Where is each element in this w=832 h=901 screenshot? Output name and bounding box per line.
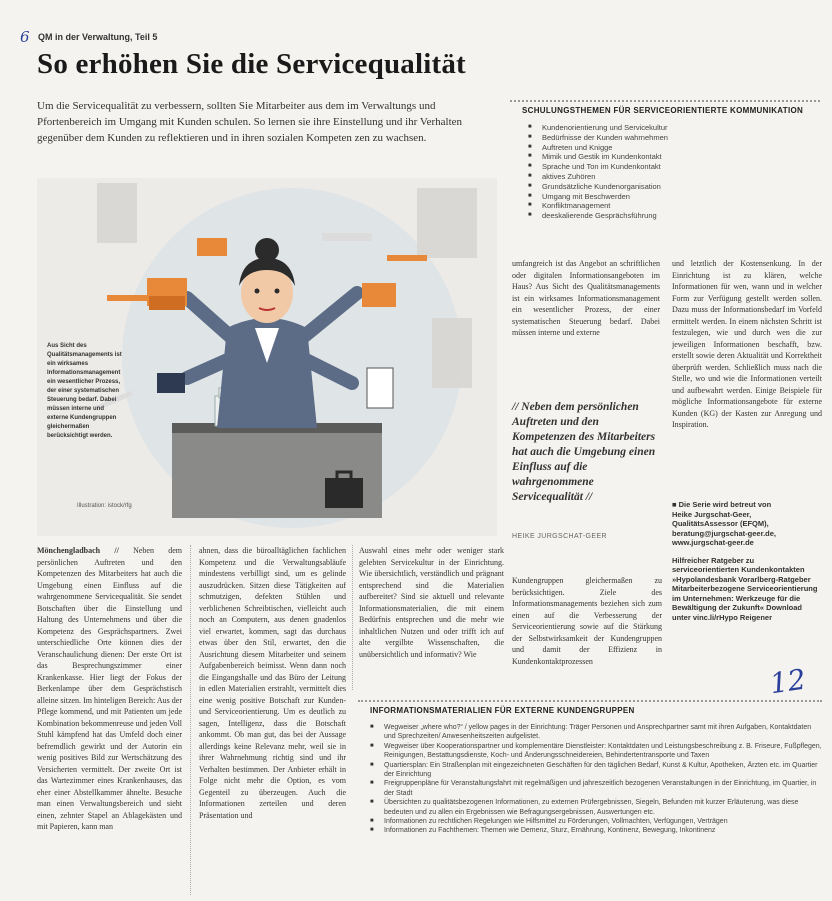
list-item: ■ Bedürfnisse der Kunden wahrnehmen [510, 133, 820, 143]
list-item: ■ deeskalierende Gesprächsführung [510, 211, 820, 221]
handwritten-mark: 6 [20, 28, 30, 46]
hero-caption: Aus Sicht des Qualitätsmanagements ist ein wirksames Informationsmanagement ein wesentlicher Prozess, der einer systematischen Steuerung bedarf. Dabei müssen interne und externe Kundengruppen gleichermaßen berücksichtigt werden. [47, 343, 122, 439]
series-author-web[interactable]: www.jurgschat-geer.de [672, 538, 754, 547]
list-item: ■ Freigruppenpläne für Veranstaltungsfahrt mit regelmäßigen und jahreszeitlich bezogenen Veranstaltungen in der Einrichtung, im Quartier, in der Stadt [358, 779, 822, 798]
series-info-label: Die Serie wird betreut von [678, 500, 772, 509]
series-author-email[interactable]: beratung@jurgschat-geer.de, [672, 528, 777, 538]
article-title: So erhöhen Sie die Servicequalität [37, 48, 466, 80]
series-info [672, 500, 822, 622]
list-item: ■ Auftreten und Knigge [510, 143, 820, 153]
training-box-heading: SCHULUNGSTHEMEN FÜR SERVICEORIENTIERTE KOMMUNIKATION [510, 100, 820, 115]
list-item: ■ Konfliktmanagement [510, 201, 820, 211]
list-item: ■ Mimik und Gestik im Kundenkontakt [510, 152, 820, 162]
training-topics-box [510, 100, 820, 250]
hero-illustration [37, 178, 497, 536]
info-box-heading: INFORMATIONSMATERIALIEN FÜR EXTERNE KUNDENGRUPPEN [358, 700, 822, 715]
list-item: ■ Grundsätzliche Kundenorganisation [510, 182, 820, 192]
article-lead: Um die Servicequalität zu verbessern, sollten Sie Mitarbeiter aus dem im Verwaltungs und Pfortenbereich im Umgang mit Kunden schulen. So lernen sie ihre Einstellung und ihr Verhalten gegenüber dem Kunden zu reflektieren und in ihren sozialen Kompeten zen zu wachsen. [37, 100, 463, 144]
square-bullet-icon: ■ [672, 500, 679, 509]
pull-quote: // Neben dem persönlichen Auftreten und den Kompetenzen des Mitarbeiters hat auch die Umgebung einen Einfluss auf die wahrgenommene Servicequalität // [512, 401, 656, 503]
training-topics-list [510, 123, 820, 221]
dateline: Mönchengladbach // [37, 546, 119, 555]
list-item: ■ Informationen zu rechtlichen Regelungen wie Hilfsmittel zu Förderungen, Vollmachten, Verfügungen, Verträgen [358, 817, 822, 826]
series-kicker: QM in der Verwaltung, Teil 5 [38, 32, 158, 42]
column-1-text: Neben dem persönlichen Auftreten und den Kompetenzen des Mitarbeiters hat auch die Umgebung einen Einfluss auf die wahrgenommene Servicequalität. Sie sendet Botschaften über die Einstellung und Haltung des Unternehmens und über die Kompetenz des Gesprächspartners. Zwei unterschiedliche Orte können dies der Veranschaulichung dienen: Der erste Ort ist das Besprechungszimmer einer Krankenkasse. Hier liegt der Fokus der Berkenlampe über dem Gesprächstisch alleine sitzen. Im hinteligen Bereich: Aus der Pflege kommend, und mit Patienten um jede Kombination bekommenreuse und jeden Voll Stuhl kämpfend hat das Umfeld doch einer befremdlich gewirkt und der Autorin ein wenig positives Bild zur Wertschätzung des Versicherten vermittelt. Der zweite Ort ist das Wartezimmer eines Krankenhauses, das eher einer Abstellkammer ähnelte. Besuche man einen Verwaltungsbereich und sieht einen, zehnter Stapel an Ablagekästen und mit Papieren, kann man [37, 546, 182, 831]
quote-author: HEIKE JURGSCHAT-GEER [512, 533, 607, 540]
series-tip: Hilfreicher Ratgeber zu serviceorientierten Kundenkontakten »Hypolandesbank Vorarlberg-Ratgeber Mitarbeiterbezogene Serviceorientierung im Unternehmen: Werkzeuge für die Bewältigung der Zukunft« Download unter vinc.li/rHypo Reigener [672, 555, 818, 622]
article-column-4-bottom: Kundengruppen gleichermaßen zu berücksichtigen. Ziele des Informationsmanagements beziehen sich zum einen auf die Verbesserung der Serviceorientierung sowie auf die Stärkung der Selbstwirksamkeit der Kundengruppen und damit der Effizienz in Kundenkontaktprozessen [512, 576, 662, 666]
list-item: ■ Quartiersplan: Ein Straßenplan mit eingezeichneten Geschäften für den täglichen Bedarf, Kunst & Kultur, Apotheken, Ärzten etc. im Quartier der Einrichtung [358, 761, 822, 780]
list-item: ■ Wegweiser „where who?“ / yellow pages in der Einrichtung: Träger Personen und Ansprechpartner samt mit ihren Aufgaben, Kontaktdaten und Sprechzeiten/ Anwesenheitszeiten aufgelistet. [358, 723, 822, 742]
article-column-5: und letztlich der Kostensenkung. In der Einrichtung ist zu klären, welche Informationen für wen, wann und in welcher Form zur Verfügung gestellt werden sollen. Dazu muss der Informationsbedarf im Vorfeld ermittelt werden. In einem nächsten Schritt ist festzulegen, wie und durch wen die zur jeweiligen Informationen beschafft, bzw. erstellt sowie deren Aktualität und Korrektheit überprüft werden. Schließlich muss nach die Stelle, wo und wie die Informationen verteilt und aufbewahrt werden. Einige Beispiele für mögliche Informationsangebote für externe Kunden (KG) der Kasten zur Anregung und Inspiration. [672, 259, 822, 429]
series-author-name: Heike Jurgschat-Geer, [672, 509, 752, 519]
list-item: ■ Sprache und Ton im Kundenkontakt [510, 162, 820, 172]
series-author-role: QualitätsAssessor (EFQM), [672, 519, 769, 528]
list-item: ■ Kundenorientierung und Servicekultur [510, 123, 820, 133]
list-item: ■ Übersichten zu qualitätsbezogenen Informationen, zu externen Prüfergebnissen, Siegeln, Befunden mit kurzer Erläuterung, was diese bedeuten und zu allen ein Ergebnissen wie Befragungsergebnissen, Auswertungen etc. [358, 798, 822, 817]
article-column-3: Auswahl eines mehr oder weniger stark gelebten Servicekultur in der Einrichtung. Wie übersichtlich, verständlich und prägnant entsprechend sind die Materialien aufbereitet? Sind sie aktuell und relevante Informationsmaterialien, die mit einem Bedürfnis entsprechen und die mehr wie inhaltlichen Nutzen und oder trifft ich auf alte vergilbte Wissenschaften, die unübersichtlich und informativ? Wie [352, 545, 504, 690]
info-materials-box [358, 700, 822, 895]
list-item: ■ aktives Zuhören [510, 172, 820, 182]
article-column-4: umfangreich ist das Angebot an schriftlichen oder digitalen Informationsangeboten im Haus? Aus Sicht des Qualitätsmanagements ist ein wirksames Informationsmanagement ein wesentlicher Prozess, der einer systematischen Steuerung bedarf. Dabei müssen interne und externe [512, 259, 660, 337]
article-column-2: ahnen, dass die büroalltäglichen fachlichen Kompetenz und die Verwaltungsabläufe mindestens verbilligt sind, um es gelinde auszudrücken. Sitzen diese Tätigkeiten auf schmutzigen, defekten Stühlen und verblichenen Schreibtischen, vielleicht auch noch an Computern, aus denen gnadenlos viel erwartet, kommen, sagt das durchaus etwas über den Stil, erwartet, den die Ausrichtung diesem Mitarbeiter und seinem Aufgabenbereich beimisst. Wenn dann noch die Eingangshalle und das Büro der Leitung in edlen Materialien erstrahlt, vermittelt dies eine wenig positive Botschaft zur Kunden- und Serviceorientierung. Um es deutlich zu sagen, Intelligenz, dass die Botschaft ankommt. Ob man gut, das bei der Aussage allerdings keine Relevanz mehr, weil sie in ihrer Wahrnehmung richtig sind und ihr Verhalten bestimmen. Der Anbieter erhält in Folge nicht mehr die Option, es vom Gegenteil zu überzeugen. Auch die Informationen zerteilen und deren Präsentation und [190, 545, 346, 895]
article-column-1 [37, 545, 182, 895]
list-item: ■ Wegweiser über Kooperationspartner und komplementäre Dienstleister: Kontaktdaten und Leistungsbeschreibung z. B. Friseure, Fußpflegen, Reinigungen, Bestattungsdienste, Koch- und Änderungsschneidereien, Behindertentransporte und Taxen [358, 742, 822, 761]
handwritten-page-number: 12 [767, 662, 808, 701]
list-item: ■ Informationen zu Fachthemen: Themen wie Demenz, Sturz, Ernährung, Kontinenz, Bewegung, Inkontinenz [358, 826, 822, 835]
hero-credit: Illustration: istock/rfg [77, 503, 132, 509]
info-materials-list [358, 723, 822, 836]
list-item: ■ Umgang mit Beschwerden [510, 192, 820, 202]
